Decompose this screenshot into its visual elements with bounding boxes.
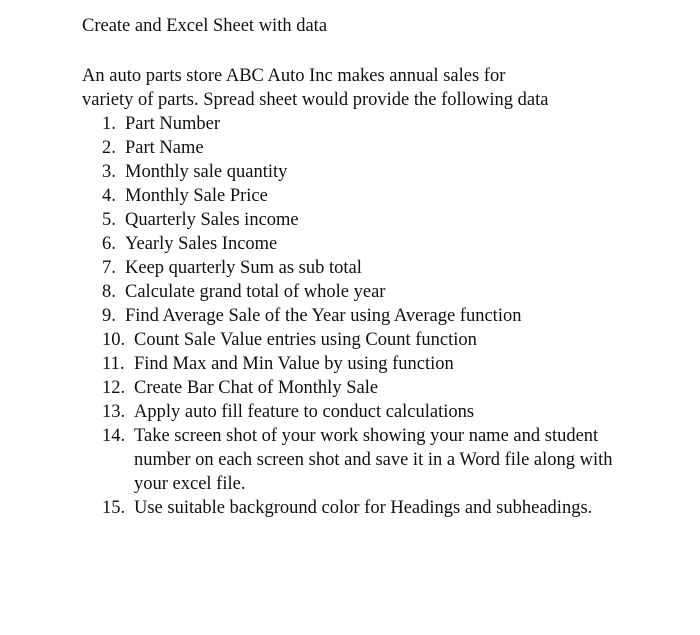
list-item — [102, 280, 622, 304]
list-item — [102, 376, 622, 400]
list-item-number: 14. — [102, 426, 126, 446]
intro-line-1: An auto parts store ABC Auto Inc makes annual sales for — [82, 66, 506, 86]
list-item-text: Apply auto fill feature to conduct calculations — [134, 402, 475, 422]
list-item — [102, 136, 622, 160]
list-item-number: 13. — [102, 402, 126, 422]
list-item-number: 11. — [102, 354, 125, 374]
list-item-text: Yearly Sales Income — [125, 234, 278, 254]
list-item — [102, 256, 622, 280]
list-item-text: Monthly Sale Price — [125, 186, 268, 206]
list-item — [102, 424, 622, 496]
list-item — [102, 352, 622, 376]
list-item-number: 2. — [102, 138, 116, 158]
list-item — [102, 112, 622, 136]
list-item-text: Use suitable background color for Headings and subheadings. — [134, 498, 593, 518]
list-item — [102, 160, 622, 184]
list-item-text: Count Sale Value entries using Count function — [134, 330, 477, 350]
list-item-number: 1. — [102, 114, 116, 134]
list-item-text: Monthly sale quantity — [125, 162, 288, 182]
requirements-list — [102, 112, 622, 520]
list-item-number: 3. — [102, 162, 116, 182]
list-item-text: Find Max and Min Value by using function — [134, 354, 454, 374]
list-item-text: Calculate grand total of whole year — [125, 282, 386, 302]
list-item — [102, 328, 622, 352]
list-item-number: 15. — [102, 498, 126, 518]
list-item-text: Part Name — [125, 138, 204, 158]
list-item-number: 10. — [102, 330, 126, 350]
list-item — [102, 304, 622, 328]
list-item-number: 4. — [102, 186, 116, 206]
list-item-text: Part Number — [125, 114, 221, 134]
list-item — [102, 400, 622, 424]
intro-line-2: variety of parts. Spread sheet would provide the following data — [82, 90, 549, 110]
list-item-text: Quarterly Sales income — [125, 210, 299, 230]
list-item-text: Find Average Sale of the Year using Average function — [125, 306, 522, 326]
list-item-number: 9. — [102, 306, 116, 326]
list-item-number: 5. — [102, 210, 116, 230]
list-item-number: 7. — [102, 258, 116, 278]
list-item — [102, 496, 622, 520]
list-item-number: 12. — [102, 378, 126, 398]
list-item — [102, 184, 622, 208]
list-item-text: Take screen shot of your work showing your name and student number on each screen shot and save it in a Word file along with your excel file. — [134, 426, 613, 494]
list-item-number: 6. — [102, 234, 116, 254]
list-item-number: 8. — [102, 282, 116, 302]
list-item — [102, 208, 622, 232]
document-title: Create and Excel Sheet with data — [82, 16, 328, 36]
intro-paragraph — [82, 64, 642, 112]
list-item-text: Create Bar Chat of Monthly Sale — [134, 378, 379, 398]
list-item — [102, 232, 622, 256]
list-item-text: Keep quarterly Sum as sub total — [125, 258, 362, 278]
